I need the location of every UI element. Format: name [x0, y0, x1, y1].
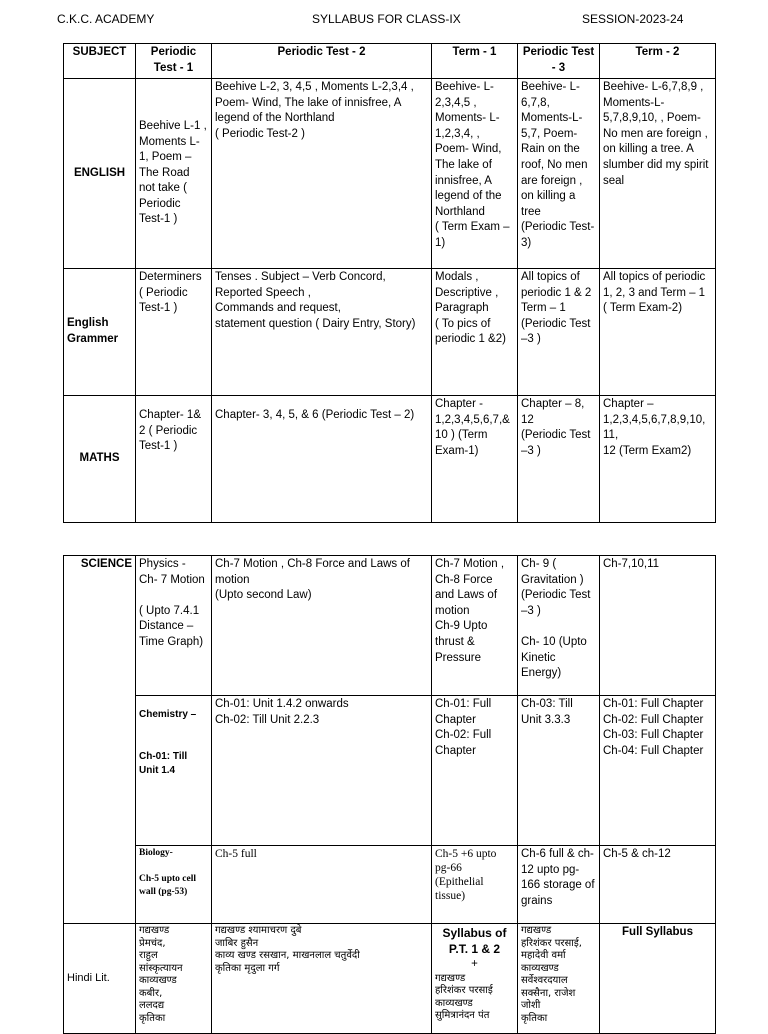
school-name: C.K.C. ACADEMY [57, 12, 155, 26]
grammar-pt3: All topics of periodic 1 & 2 Term – 1 (Periodic Test –3 ) [518, 269, 600, 396]
biology-term2: Ch-5 & ch-12 [600, 846, 716, 924]
chemistry-term2: Ch-01: Full Chapter Ch-02: Full Chapter Ch-03: Full Chapter Ch-04: Full Chapter [600, 696, 716, 846]
hindi-term1-body: गद्यखण्ड हरिशंकर परसाई काव्यखण्ड सुमित्रानंदन पंत [435, 972, 493, 1022]
syllabus-table-continued [63, 555, 716, 1034]
chemistry-pt2: Ch-01: Unit 1.4.2 onwards Ch-02: Till Unit 2.2.3 [212, 696, 432, 846]
english-pt1: Beehive L-1 , Moments L-1, Poem – The Road not take ( Periodic Test-1 ) [136, 79, 212, 269]
hindi-term2: Full Syllabus [600, 924, 716, 1034]
subject-maths: MATHS [64, 396, 136, 523]
subject-hindi: Hindi Lit. [64, 924, 136, 1034]
chemistry-pt3: Ch-03: Till Unit 3.3.3 [518, 696, 600, 846]
col-header-pt2: Periodic Test - 2 [212, 44, 432, 79]
table-row-hindi [64, 924, 716, 1034]
document-title: SYLLABUS FOR CLASS-IX [312, 12, 461, 26]
english-term1: Beehive- L-2,3,4,5 , Moments- L-1,2,3,4, , Poem- Wind, The lake of innisfree, A legend of the Northland ( Term Exam – 1) [432, 79, 518, 269]
table-row-physics [64, 556, 716, 696]
english-term2: Beehive- L-6,7,8,9 , Moments-L-5,7,8,9,10, , Poem- No men are foreign , on killing a tree. A slumber did my spirit seal [600, 79, 716, 269]
maths-term1: Chapter - 1,2,3,4,5,6,7,& 10 ) (Term Exam-1) [432, 396, 518, 523]
physics-pt2: Ch-7 Motion , Ch-8 Force and Laws of motion (Upto second Law) [212, 556, 432, 696]
hindi-term1 [432, 924, 518, 1034]
session-label: SESSION-2023-24 [582, 12, 684, 26]
table-row-biology [64, 846, 716, 924]
english-pt2: Beehive L-2, 3, 4,5 , Moments L-2,3,4 , Poem- Wind, The lake of innisfree, A legend of the Northland ( Periodic Test-2 ) [212, 79, 432, 269]
table-row-chemistry [64, 696, 716, 846]
subject-english: ENGLISH [64, 79, 136, 269]
table-row-maths [64, 396, 716, 523]
physics-label [136, 556, 212, 696]
col-header-pt3: Periodic Test - 3 [518, 44, 600, 79]
col-header-subject: SUBJECT [64, 44, 136, 79]
physics-pt1: Physics - Ch- 7 Motion ( Upto 7.4.1 Distance – Time Graph) [139, 558, 205, 648]
physics-pt3: Ch- 9 ( Gravitation ) (Periodic Test –3 ) Ch- 10 (Upto Kinetic Energy) [518, 556, 600, 696]
maths-pt3: Chapter – 8, 12 (Periodic Test –3 ) [518, 396, 600, 523]
maths-term2: Chapter – 1,2,3,4,5,6,7,8,9,10, 11, 12 (Term Exam2) [600, 396, 716, 523]
hindi-pt1: गद्यखण्ड प्रेमचंद, राहुल सांस्कृत्यायन काव्यखण्ड कबीर, ललदद्य कृतिका [136, 924, 212, 1034]
chemistry-pt1: Chemistry – Ch-01: Till Unit 1.4 [136, 696, 212, 846]
biology-pt3: Ch-6 full & ch-12 upto pg-166 storage of grains [518, 846, 600, 924]
grammar-pt1: Determiners ( Periodic Test-1 ) [136, 269, 212, 396]
col-header-term2: Term - 2 [600, 44, 716, 79]
hindi-pt2: गद्यखण्ड श्यामाचरण दुबे जाबिर हुसैन काव्य खण्ड रसखान, माखनलाल चतुर्वेदी कृतिका मृदुला गर्ग [212, 924, 432, 1034]
document-header [0, 12, 768, 30]
biology-term1: Ch-5 +6 upto pg-66 (Epithelial tissue) [432, 846, 518, 924]
table-row-english [64, 79, 716, 269]
table-row-english-grammar [64, 269, 716, 396]
grammar-term2: All topics of periodic 1, 2, 3 and Term – 1 ( Term Exam-2) [600, 269, 716, 396]
hindi-pt3: गद्यखण्ड हरिशंकर परसाई, महादेवी वर्मा काव्यखण्ड सर्वेश्वरदयाल सक्सैना, राजेश जोशी कृतिका [518, 924, 600, 1034]
biology-pt2: Ch-5 full [212, 846, 432, 924]
chemistry-term1: Ch-01: Full Chapter Ch-02: Full Chapter [432, 696, 518, 846]
physics-term2: Ch-7,10,11 [600, 556, 716, 696]
biology-pt1: Biology- Ch-5 upto cell wall (pg-53) [136, 846, 212, 924]
grammar-term1: Modals , Descriptive , Paragraph ( To pics of periodic 1 &2) [432, 269, 518, 396]
physics-term1: Ch-7 Motion , Ch-8 Force and Laws of motion Ch-9 Upto thrust & Pressure [432, 556, 518, 696]
subject-english-grammar: English Grammer [64, 269, 136, 396]
hindi-term1-plus: + [471, 958, 478, 970]
table-header-row [64, 44, 716, 79]
syllabus-table-main [63, 43, 716, 523]
english-pt3: Beehive- L-6,7,8, Moments-L-5,7, Poem- Rain on the roof, No men are foreign , on killing a tree (Periodic Test-3) [518, 79, 600, 269]
col-header-term1: Term - 1 [432, 44, 518, 79]
grammar-pt2: Tenses . Subject – Verb Concord, Reported Speech , Commands and request, statement question ( Dairy Entry, Story) [212, 269, 432, 396]
maths-pt2: Chapter- 3, 4, 5, & 6 (Periodic Test – 2) [212, 396, 432, 523]
maths-pt1: Chapter- 1& 2 ( Periodic Test-1 ) [136, 396, 212, 523]
subject-science: SCIENCE [64, 556, 136, 924]
hindi-term1-title: Syllabus of P.T. 1 & 2 [442, 926, 507, 956]
col-header-pt1: Periodic Test - 1 [136, 44, 212, 79]
